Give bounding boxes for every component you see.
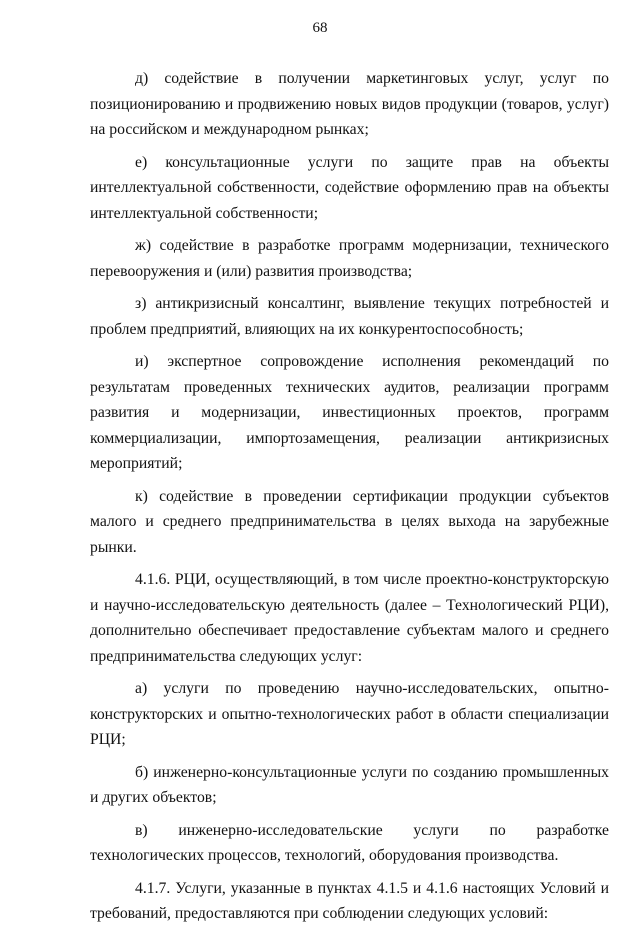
list-item-v: в) инженерно-исследовательские услуги по разработке технологических процессов, технологий, оборудования производства. (90, 821, 609, 864)
list-item-d: д) содействие в получении маркетинговых услуг, услуг по позиционированию и продвижению новых видов продукции (товаров, услуг) на российском и международном рынках; (90, 70, 609, 138)
list-item-b: б) инженерно-консультационные услуги по созданию промышленных и других объектов; (90, 763, 609, 806)
list-item-i: и) экспертное сопровождение исполнения рекомендаций по результатам проведенных технических аудитов, реализации программ развития и модернизации, инвестиционных проектов, программ коммерциализации, импортозамещения, реализации антикризисных мероприятий; (90, 353, 609, 472)
clause-4-1-7: 4.1.7. Услуги, указанные в пунктах 4.1.5 и 4.1.6 настоящих Условий и требований, предоставляются при соблюдении следующих условий: (90, 879, 609, 922)
list-item-zh: ж) содействие в разработке программ модернизации, технического перевооружения и (или) развития производства; (90, 237, 609, 280)
document-body (90, 66, 609, 934)
page-number: 68 (312, 20, 328, 36)
list-item-a: а) услуги по проведению научно-исследовательских, опытно-конструкторских и опытно-технологических работ в области специализации РЦИ; (90, 680, 609, 748)
clause-4-1-6: 4.1.6. РЦИ, осуществляющий, в том числе проектно-конструкторскую и научно-исследовательскую деятельность (далее – Технологический РЦИ), дополнительно обеспечивает предоставление субъектам малого и среднего предпринимательства следующих услуг: (90, 571, 609, 665)
list-item-z: з) антикризисный консалтинг, выявление текущих потребностей и проблем предприятий, влияющих на их конкурентоспособность; (90, 295, 609, 338)
list-item-e: е) консультационные услуги по защите прав на объекты интеллектуальной собственности, содействие оформлению прав на объекты интеллектуальной собственности; (90, 153, 609, 222)
list-item-k: к) содействие в проведении сертификации продукции субъектов малого и среднего предпринимательства в целях выхода на зарубежные рынки. (90, 487, 609, 556)
